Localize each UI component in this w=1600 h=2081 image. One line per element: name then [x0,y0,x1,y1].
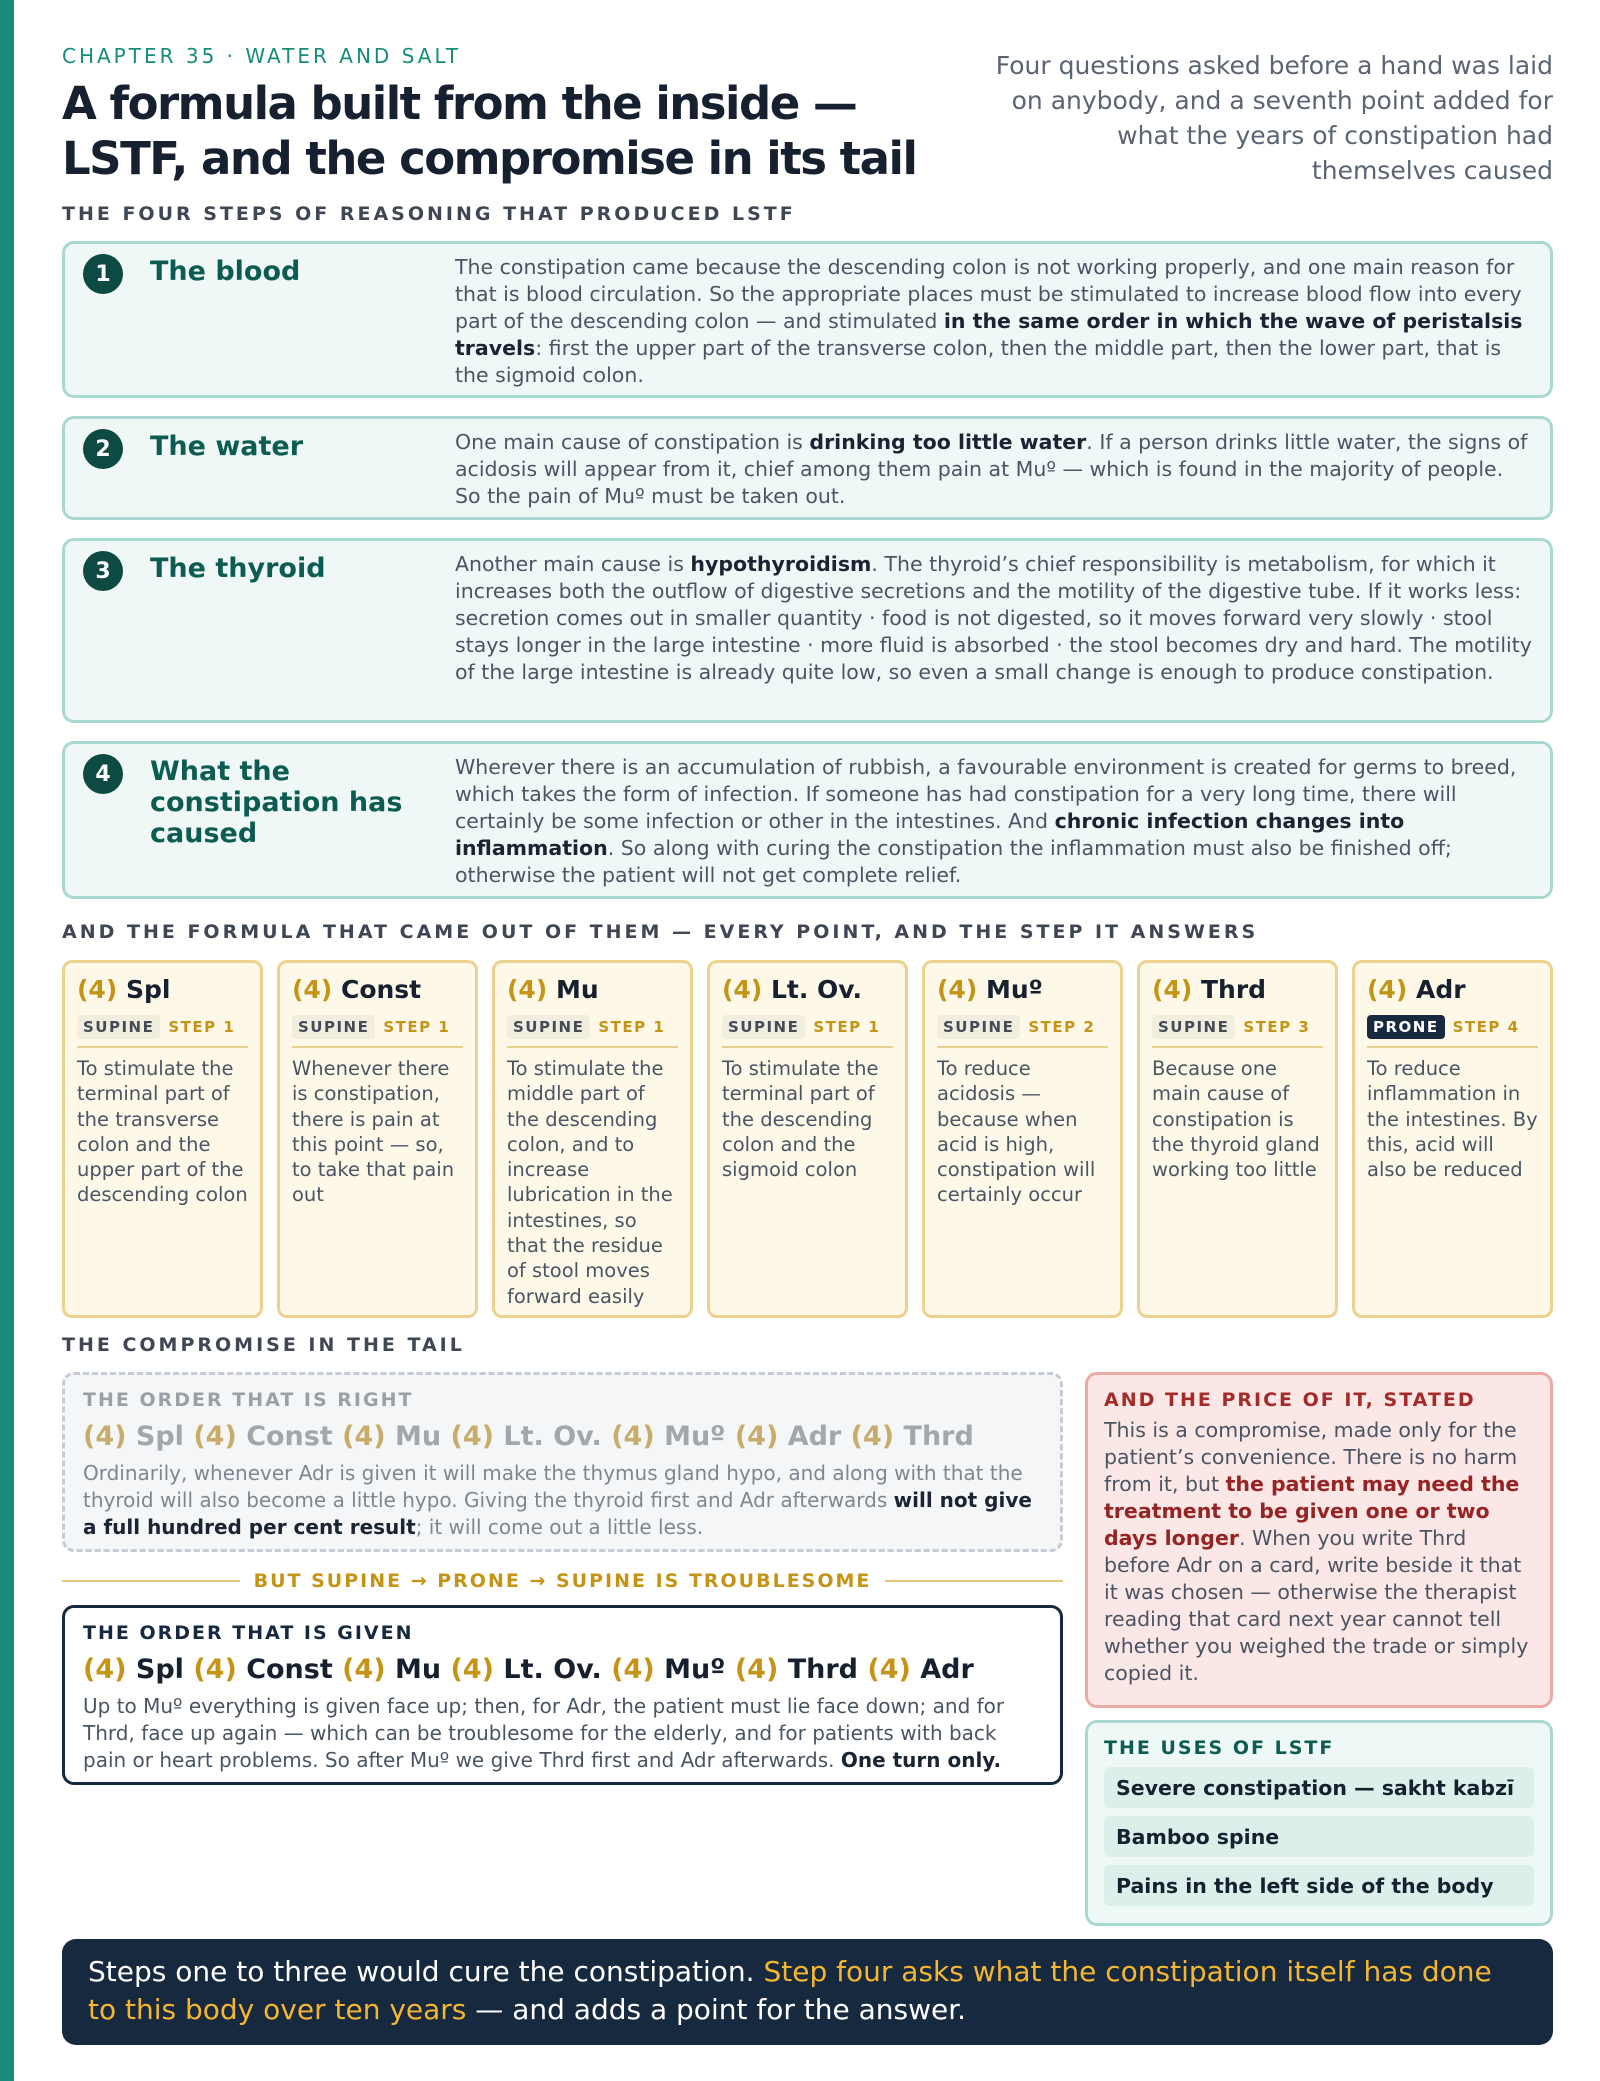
card-divider [1152,1046,1323,1048]
step-badge: STEP 3 [1243,1018,1311,1036]
reasoning-heading [62,201,812,227]
card-divider [937,1046,1108,1048]
given-order-box [62,1605,1063,1785]
formula-point-card [707,960,908,1318]
seq-point: Mu [395,1421,442,1452]
card-divider [507,1046,678,1048]
step-badge: STEP 2 [1028,1018,1096,1036]
formula-point-card [1352,960,1553,1318]
card-divider [77,1046,248,1048]
point-code [77,975,248,1004]
seq-point: Spl [135,1654,184,1685]
reasoning-step-2 [62,416,1553,520]
step-badge: STEP 1 [598,1018,666,1036]
point-description: To stimulate the terminal part of the transverse colon and the upper part of the descending colon [77,1057,248,1207]
seq-count: (4) [734,1654,779,1685]
seq-count: (4) [450,1421,495,1452]
point-name: Const [340,975,422,1004]
seq-count: (4) [83,1654,127,1685]
step-text: . So along with curing the constipation the inflammation must also be finished off; otherwise the patient will not get complete relief. [455,836,1452,887]
body-text: ; it will come out a little less. [415,1515,704,1539]
body-text: Up to Muº everything is given face up; then, for Adr, the patient must lie face down; and for Thrd, face up again — which can be troublesome for the elderly, and for patients with back pain or heart problems. So after Muº we give Thrd first and Adr afterwards. [83,1694,1005,1772]
uses-box [1085,1720,1553,1926]
point-description: To stimulate the middle part of the descending colon, and to increase lubrication in the intestines, so that the residue of stool moves forward easily [507,1057,673,1308]
title-line-2: LSTF, and the compromise in its tail [62,132,917,185]
position-badge: SUPINE [937,1015,1020,1039]
use-item: Bamboo spine [1104,1816,1534,1857]
footer-text: — and adds a point for the answer. [466,1993,967,2026]
seq-point: Thrd [787,1654,858,1685]
troublesome-divider [62,1568,1063,1594]
seq-point: Const [246,1421,333,1452]
chapter-eyebrow: CHAPTER 35 · WATER AND SALT [62,44,462,68]
point-name: Thrd [1200,975,1267,1004]
footer-highlight: Step four asks what the constipation itself has done to this body over ten years [88,1955,1492,2026]
step-body [455,754,1535,889]
point-code [1367,975,1538,1004]
step-number-badge: 4 [83,754,123,794]
step-badge: STEP 1 [813,1018,881,1036]
use-item: Severe constipation — sakht kabzī [1104,1767,1534,1808]
price-text [1104,1417,1534,1687]
seq-count: (4) [193,1421,237,1452]
point-name: Lt. Ov. [770,975,863,1004]
point-name: Mu [555,975,599,1004]
step-number-badge: 1 [83,254,123,294]
seq-point: Adr [920,1654,974,1685]
point-tags [722,1014,893,1040]
point-count: (4) [1152,975,1193,1004]
body-text: . When you write Thrd before Adr on a card, write beside it that it was chosen — otherwise the therapist reading that card next year cannot tell whether you weighed the trade or simply copied it. [1104,1526,1529,1685]
position-badge: SUPINE [507,1015,590,1039]
step-badge: STEP 1 [383,1018,451,1036]
seq-count: (4) [611,1654,655,1685]
step-label: What the constipation has caused [150,756,403,849]
formula-point-card [492,960,693,1318]
formula-point-card [1137,960,1338,1318]
point-tags [292,1014,463,1040]
seq-count: (4) [867,1654,911,1685]
step-text: Another main cause is [455,552,691,576]
seq-count: (4) [734,1421,779,1452]
side-accent-bar [0,0,14,2081]
step-body [455,429,1535,510]
body-emphasis: One turn only. [840,1748,1002,1772]
right-order-box [62,1372,1063,1552]
point-code [937,975,1108,1004]
point-count: (4) [937,975,978,1004]
formula-point-card [922,960,1123,1318]
point-count: (4) [507,975,548,1004]
reasoning-step-1 [62,241,1553,398]
step-text: One main cause of constipation is [455,430,810,454]
seq-point: Thrd [903,1421,974,1452]
point-tags [937,1014,1108,1040]
seq-point: Mu [395,1654,442,1685]
given-order-heading: THE ORDER THAT IS GIVEN [83,1622,414,1644]
step-number-badge: 3 [83,551,123,591]
point-tags [507,1014,678,1040]
seq-count: (4) [611,1421,655,1452]
point-description: To stimulate the terminal part of the descending colon and the sigmoid colon [722,1057,879,1182]
step-emphasis: drinking too little water [809,430,1087,454]
point-count: (4) [292,975,333,1004]
body-text: This is a compromise, made only for the patient’s convenience. There is no harm from it, but [1104,1418,1518,1496]
point-description: Because one main cause of constipation is the thyroid gland working too little [1152,1057,1320,1182]
seq-count: (4) [83,1421,127,1452]
seq-point: Spl [135,1421,184,1452]
step-text: The constipation came because the descending colon is not working properly, and one main reason for that is blood circulation. So the appropriate places must be stimulated to increase blood flow into every part of the descending colon — and stimulated [455,255,1522,333]
point-tags [1152,1014,1323,1040]
point-name: Spl [125,975,171,1004]
divider-label: BUT SUPINE → PRONE → SUPINE IS TROUBLESOME [253,1570,872,1592]
title-line-1: A formula built from the inside — [62,77,857,130]
position-badge: SUPINE [1152,1015,1235,1039]
seq-point: Muº [664,1654,726,1685]
step-text: . If a person drinks little water, the signs of acidosis will appear from it, chief among them pain at Muº — which is found in the majority of people. So the pain of Muº must be taken out. [455,430,1528,508]
step-emphasis: hypothyroidism [690,552,872,576]
point-tags [1367,1014,1538,1040]
step-text: Wherever there is an accumulation of rubbish, a favourable environment is created for germs to breed, which takes the form of infection. If someone has had constipation for a very long time, there will certainly be some infection or other in the intestines. And [455,755,1517,833]
body-emphasis: will not give a full hundred per cent result [83,1488,1032,1539]
point-name: Muº [985,975,1043,1004]
step-badge: STEP 1 [168,1018,236,1036]
price-callout [1085,1372,1553,1708]
divider-line [885,1580,1063,1582]
position-badge: PRONE [1367,1015,1445,1039]
compromise-heading-text: THE COMPROMISE IN THE TAIL [62,1334,465,1356]
seq-point: Const [246,1654,333,1685]
point-name: Adr [1415,975,1466,1004]
body-emphasis: the patient may need the treatment to be given one or two days longer [1104,1472,1520,1550]
point-description: To reduce inflammation in the intestines. By this, acid will also be reduced [1367,1057,1538,1182]
seq-point: Muº [664,1421,726,1452]
formula-point-card [277,960,478,1318]
seq-point: Adr [787,1421,842,1452]
card-divider [292,1046,463,1048]
right-order-heading: THE ORDER THAT IS RIGHT [83,1389,414,1411]
right-order-text [83,1460,1042,1541]
step-emphasis: chronic infection changes into inflammation [455,809,1405,860]
given-order-sequence [83,1654,1042,1685]
footer-text: Steps one to three would cure the constipation. [88,1955,764,1988]
point-description: To reduce acidosis — because when acid is high, constipation will certainly occur [937,1057,1096,1207]
step-label: The blood [150,256,301,287]
uses-heading: THE USES OF LSTF [1104,1737,1335,1759]
reasoning-step-3 [62,538,1553,723]
seq-count: (4) [342,1421,386,1452]
step-text: . The thyroid’s chief responsibility is metabolism, for which it increases both the outflow of digestive secretions and the motility of the digestive tube. If it works less: secretion comes out in smaller quantity · food is not digested, so it moves forward very slowly · stool stays longer in the large intestine · more fluid is absorbed · the stool becomes dry and hard. The motility of the large intestine is already quite low, so even a small change is enough to produce constipation. [455,552,1532,684]
step-number-badge: 2 [83,429,123,469]
divider-line [62,1580,240,1582]
point-count: (4) [77,975,118,1004]
position-badge: SUPINE [722,1015,805,1039]
formula-point-card [62,960,263,1318]
step-label: The water [150,431,304,462]
given-order-text [83,1693,1042,1774]
step-badge: STEP 4 [1452,1018,1520,1036]
reasoning-step-4 [62,741,1553,899]
seq-point: Lt. Ov. [503,1654,602,1685]
point-description: Whenever there is constipation, there is pain at this point — so, to take that pain out [292,1057,455,1207]
body-text: Ordinarily, whenever Adr is given it will make the thymus gland hypo, and along with that the thyroid will also become a little hypo. Giving the thyroid first and Adr afterwards [83,1461,1023,1512]
seq-count: (4) [342,1654,386,1685]
seq-count: (4) [450,1654,495,1685]
formula-heading [62,919,1274,945]
step-text: : first the upper part of the transverse colon, then the middle part, then the lower part, that is the sigmoid colon. [455,336,1502,387]
use-item: Pains in the left side of the body [1104,1865,1534,1906]
right-order-sequence [83,1421,1042,1452]
point-count: (4) [722,975,763,1004]
point-count: (4) [1367,975,1408,1004]
point-tags [77,1014,248,1040]
step-body [455,551,1535,686]
footer-banner [62,1939,1553,2045]
point-code [292,975,463,1004]
point-code [1152,975,1323,1004]
step-body [455,254,1535,389]
price-heading: AND THE PRICE OF IT, STATED [1104,1389,1476,1411]
formula-heading-text: AND THE FORMULA THAT CAME OUT OF THEM — EVERY POINT, AND THE STEP IT ANSWERS [62,921,1259,943]
position-badge: SUPINE [292,1015,375,1039]
page-title [62,76,1002,186]
step-emphasis: in the same order in which the wave of peristalsis travels [455,309,1523,360]
point-code [722,975,893,1004]
card-divider [1367,1046,1538,1048]
reasoning-heading-text: THE FOUR STEPS OF REASONING THAT PRODUCED LSTF [62,203,796,225]
compromise-heading [62,1332,481,1358]
position-badge: SUPINE [77,1015,160,1039]
step-label: The thyroid [150,553,326,584]
seq-point: Lt. Ov. [503,1421,602,1452]
card-divider [722,1046,893,1048]
lede-text: Four questions asked before a hand was laid on anybody, and a seventh point added for what the years of constipation had themselves caused [995,51,1553,185]
seq-count: (4) [193,1654,237,1685]
seq-count: (4) [850,1421,895,1452]
point-code [507,975,678,1004]
